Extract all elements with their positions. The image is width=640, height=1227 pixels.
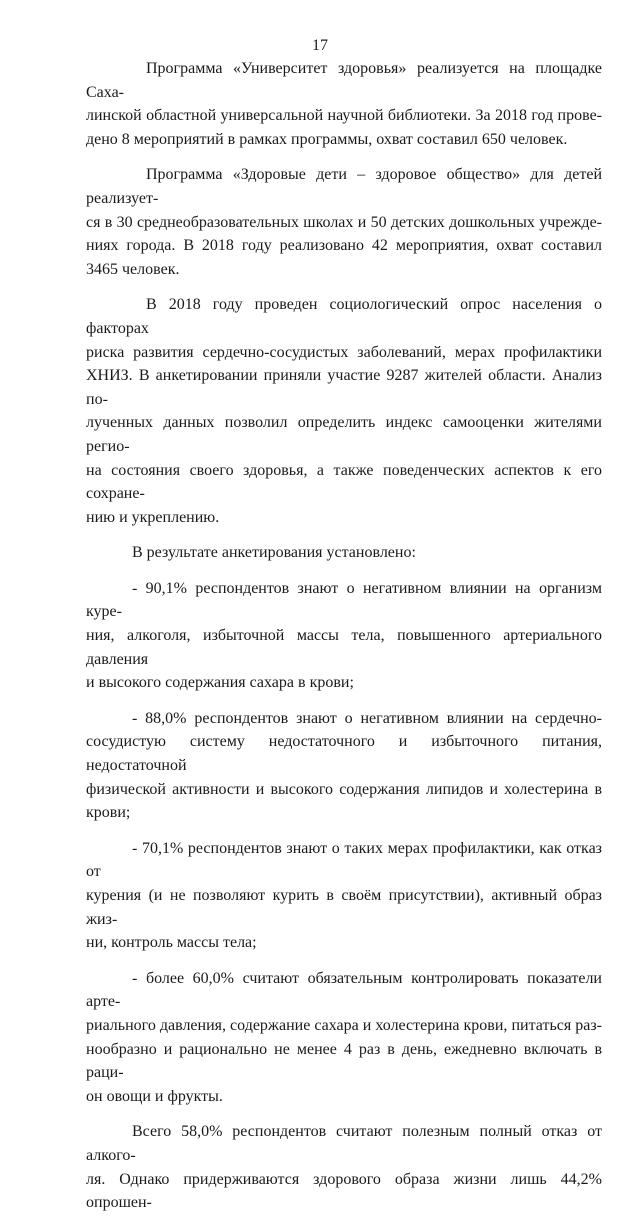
text-line: ни, контроль массы тела; bbox=[86, 934, 257, 952]
text-line: риального давления, содержание сахара и холестерина крови, питаться раз- bbox=[86, 1016, 602, 1034]
text-line: ния, алкоголя, избыточной массы тела, повышенного артериального давления bbox=[86, 627, 602, 668]
list-item-prevention-measures bbox=[86, 837, 602, 955]
text-line: В 2018 году проведен социологический опрос населения о факторах bbox=[86, 296, 602, 337]
list-item-monitoring-indicators bbox=[86, 967, 602, 1109]
text-line: и высокого содержания сахара в крови; bbox=[86, 674, 354, 692]
text-line: сосудистую систему недостаточного и избыточного питания, недостаточной bbox=[86, 733, 602, 775]
text-line: физической активности и высокого содержания липидов и холестерина в bbox=[86, 780, 602, 798]
text-line: дено 8 мероприятий в рамках программы, охват составил 650 человек. bbox=[86, 130, 568, 148]
page-number: 17 bbox=[312, 37, 328, 54]
paragraph-survey-results-intro bbox=[86, 541, 602, 565]
text-line: ся в 30 среднеобразовательных школах и 50 детских дошкольных учрежде- bbox=[86, 213, 602, 231]
list-item-cardiovascular-effects bbox=[86, 707, 602, 825]
text-line: лученных данных позволил определить индекс самооценки жителями регио- bbox=[86, 414, 602, 455]
paragraph-university-program bbox=[86, 57, 602, 151]
text-line: - 88,0% респондентов знают о негативном влиянии на сердечно- bbox=[132, 709, 602, 727]
text-line: ниях города. В 2018 году реализовано 42 мероприятия, охват составил bbox=[86, 237, 602, 255]
text-line: крови; bbox=[86, 804, 131, 822]
text-line: линской областной универсальной научной библиотеки. За 2018 год прове- bbox=[86, 107, 602, 125]
text-line: ХНИЗ. В анкетировании приняли участие 9287 жителей области. Анализ по- bbox=[86, 367, 602, 408]
paragraph-alcohol-summary bbox=[86, 1120, 602, 1214]
text-line: Программа «Здоровые дети – здоровое общество» для детей реализует- bbox=[86, 166, 602, 207]
text-line: нию и укреплению. bbox=[86, 508, 220, 526]
text-line: - более 60,0% считают обязательным контролировать показатели арте- bbox=[86, 969, 602, 1011]
text-line: - 90,1% респондентов знают о негативном влиянии на организм куре- bbox=[86, 579, 602, 621]
list-item-negative-effects bbox=[86, 577, 602, 695]
text-line: Всего 58,0% респондентов считают полезным полный отказ от алкого- bbox=[86, 1123, 602, 1164]
text-line: он овощи и фрукты. bbox=[86, 1087, 223, 1105]
text-line: ля. Однако придерживаются здорового образа жизни лишь 44,2% опрошен- bbox=[86, 1170, 602, 1212]
document-body bbox=[86, 57, 602, 1227]
text-line: на состояния своего здоровья, а также поведенческих аспектов к его сохране- bbox=[86, 461, 602, 503]
paragraph-sociological-survey bbox=[86, 293, 602, 529]
text-line: - 70,1% респондентов знают о таких мерах профилактики, как отказ от bbox=[86, 839, 602, 881]
text-line: 3465 человек. bbox=[86, 260, 180, 278]
text-line: риска развития сердечно-сосудистых заболеваний, мерах профилактики bbox=[86, 343, 602, 361]
text-line: нообразно и рационально не менее 4 раз в день, ежедневно включать в раци- bbox=[86, 1040, 602, 1082]
text-line: курения (и не позволяют курить в своём присутствии), активный образ жиз- bbox=[86, 887, 602, 928]
text-line: В результате анкетирования установлено: bbox=[132, 544, 416, 562]
paragraph-healthy-children-program bbox=[86, 163, 602, 281]
text-line: Программа «Университет здоровья» реализуется на площадке Саха- bbox=[86, 60, 602, 101]
